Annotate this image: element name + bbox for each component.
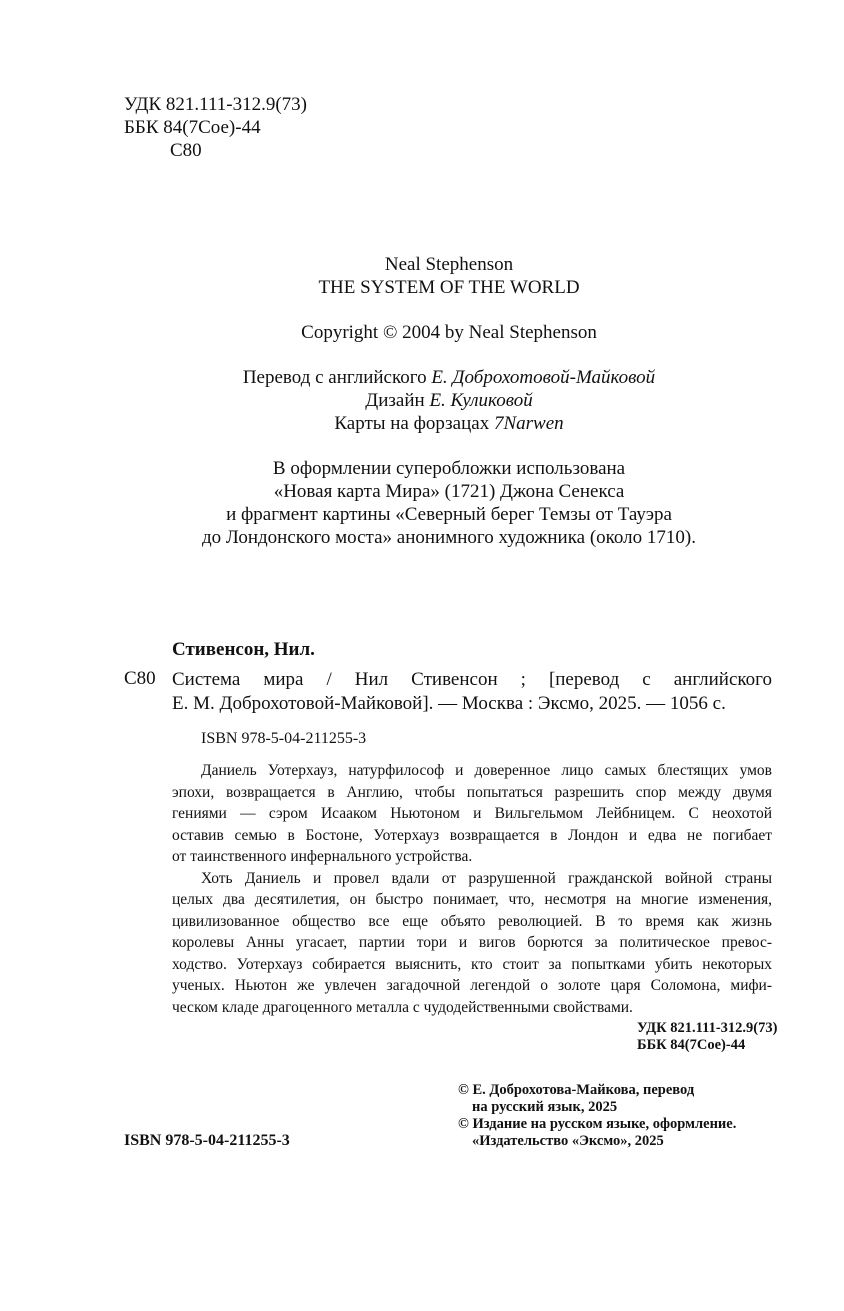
record-description (172, 668, 772, 716)
title-english: THE SYSTEM OF THE WORLD (318, 277, 580, 298)
design-label: Дизайн (365, 390, 430, 411)
record-line: Система мира / Нил Стивенсон ; [перевод с английского (172, 669, 772, 690)
original-title-block (150, 253, 748, 299)
copyright-translation: © Е. Доброхотова-Майкова, перевод (458, 1082, 695, 1098)
annotation-line: оставив семью в Бостоне, Уотерхауз возвращается в Лондон и едва не погибает (172, 826, 772, 844)
copyright-line: Copyright © 2004 by Neal Stephenson (301, 322, 597, 343)
cover-credit-block (150, 457, 748, 549)
contributors-block (150, 366, 748, 435)
cover-credit-line: В оформлении суперобложки использована (272, 458, 626, 479)
copyright-original (150, 321, 748, 344)
isbn-bottom: ISBN 978-5-04-211255-3 (124, 1132, 290, 1149)
record-author-mark: С80 (124, 668, 156, 689)
translator-name: Е. Доброхотовой-Майковой (431, 367, 656, 388)
record-isbn: ISBN 978-5-04-211255-3 (201, 730, 367, 747)
maps-label: Карты на форзацах (334, 413, 494, 434)
classification-block (124, 93, 307, 162)
bottom-classification (637, 1020, 777, 1054)
annotation-line: целых два десятилетия, он быстро понимает, что, несмотря на многие изменения, (172, 891, 772, 908)
annotation-line: Даниель Уотерхауз, натурфилософ и доверенное лицо самых блестящих умов (201, 762, 772, 779)
author-mark: С80 (170, 140, 202, 161)
annotation-line: ученых. Ньютон же увлечен загадочной легендой о золоте царя Соломона, мифи- (172, 977, 772, 994)
bbk-code-bottom: ББК 84(7Сое)-44 (637, 1037, 746, 1053)
maps-credit (150, 412, 748, 435)
annotation-line: Хоть Даниель и провел вдали от разрушенной гражданской войной страны (201, 869, 772, 887)
annotation (172, 760, 772, 1018)
bbk-code: ББК 84(7Сое)-44 (124, 117, 261, 138)
translation-credit (150, 366, 748, 389)
cover-credit-line: и фрагмент картины «Северный берег Темзы от Тауэра (226, 504, 672, 525)
copyright-translation-cont: на русский язык, 2025 (472, 1099, 618, 1115)
udc-code-bottom: УДК 821.111-312.9(73) (637, 1020, 778, 1036)
record-author: Стивенсон, Нил. (172, 639, 315, 660)
cover-credit-line: «Новая карта Мира» (1721) Джона Сенекса (273, 481, 625, 502)
record-line: Е. М. Доброхотовой-Майковой]. — Москва : Эксмо, 2025. — 1056 с. (172, 693, 726, 714)
annotation-line: эпохи, возвращается в Англию, чтобы попытаться разрешить спор между двумя (172, 783, 772, 801)
copyright-edition-cont: «Издательство «Эксмо», 2025 (472, 1133, 664, 1149)
copyright-block (458, 1082, 736, 1150)
annotation-line: ходство. Уотерхауз собирается выяснить, кто стоит за попытками убить некоторых (172, 955, 772, 973)
udc-code: УДК 821.111-312.9(73) (124, 94, 307, 115)
designer-name: Е. Куликовой (429, 390, 533, 411)
maps-artist: 7Narwen (493, 413, 564, 434)
annotation-line: королевы Анны угасает, партии тори и вигов борются за политическое превос- (172, 934, 772, 951)
annotation-line: ческом кладе драгоценного металла с чудодейственными свойствами. (172, 998, 633, 1016)
annotation-line: гениями — сэром Исааком Ньютоном и Вильгельмом Лейбницем. С неохотой (172, 805, 772, 822)
author-english: Neal Stephenson (384, 254, 514, 275)
annotation-line: цивилизованное общество все еще объято революцией. В то время как жизнь (172, 912, 772, 930)
annotation-line: от таинственного инфернального устройства. (172, 848, 473, 865)
design-credit (150, 389, 748, 412)
translation-label: Перевод с английского (242, 367, 432, 388)
cover-credit-line: до Лондонского моста» анонимного художника (около 1710). (202, 527, 696, 548)
copyright-edition: © Издание на русском языке, оформление. (458, 1116, 737, 1132)
